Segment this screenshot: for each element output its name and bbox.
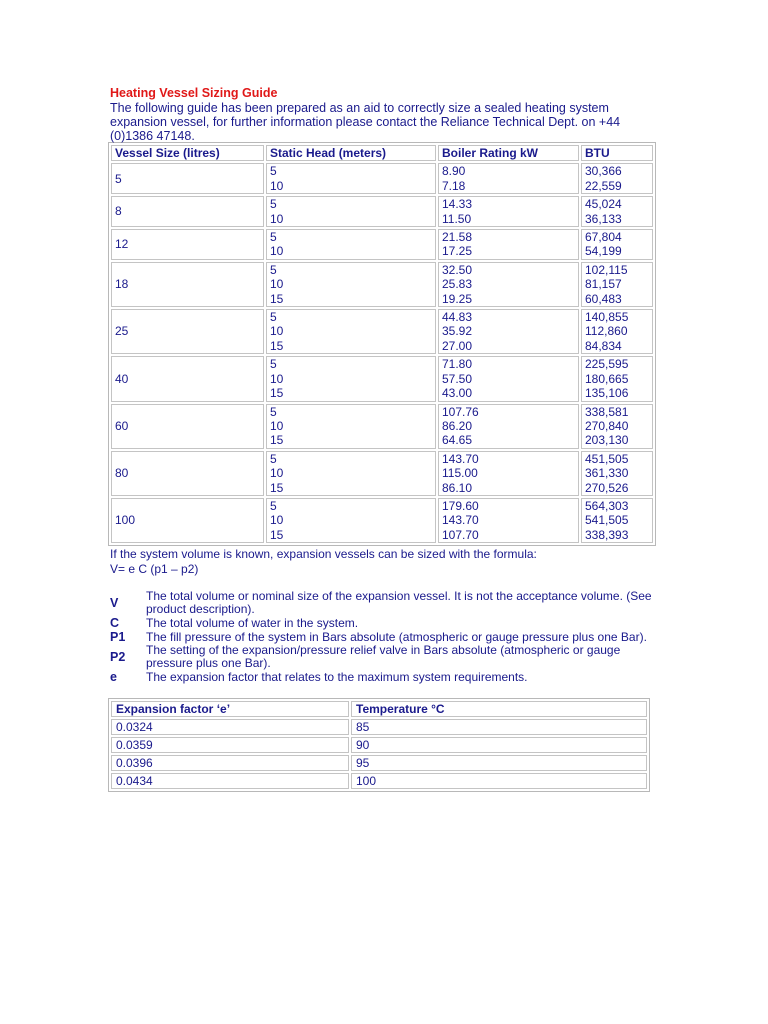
btu-value: 338,393 <box>585 527 629 542</box>
btu-value: 102,115 <box>585 262 628 277</box>
static-head-value: 10 <box>270 324 284 339</box>
boiler-rating-cell <box>438 229 579 260</box>
table-row <box>111 755 647 771</box>
boiler-rating-value: 11.50 <box>442 211 472 226</box>
vessel-size-cell <box>111 309 264 354</box>
btu-value: 180,665 <box>585 371 629 386</box>
boiler-rating-value: 32.50 <box>442 262 473 277</box>
btu-cell <box>581 498 653 543</box>
btu-value: 112,860 <box>585 324 628 339</box>
vessel-size-cell <box>111 451 264 496</box>
vessel-size-value: 40 <box>115 371 129 386</box>
btu-value: 135,106 <box>585 386 629 401</box>
btu-cell <box>581 229 653 260</box>
boiler-rating-value: 86.20 <box>442 418 473 433</box>
btu-value: 270,840 <box>585 418 629 433</box>
boiler-rating-value: 25.83 <box>442 277 473 292</box>
boiler-rating-value: 17.25 <box>442 244 473 259</box>
vessel-size-cell <box>111 229 264 260</box>
vessel-size-value: 12 <box>115 237 129 252</box>
boiler-rating-cell <box>438 498 579 543</box>
static-head-value: 10 <box>270 418 284 433</box>
table-row <box>111 773 647 789</box>
btu-cell <box>581 451 653 496</box>
definition-text: The fill pressure of the system in Bars absolute (atmospheric or gauge pressure plus one Bar). <box>146 629 647 644</box>
static-head-value: 5 <box>270 164 277 179</box>
definition-symbol: e <box>110 670 117 685</box>
definition-item <box>110 590 658 616</box>
table-row <box>111 451 653 496</box>
btu-value: 36,133 <box>585 211 622 226</box>
btu-value: 84,834 <box>585 338 622 353</box>
boiler-rating-value: 115.00 <box>442 466 478 481</box>
static-head-cell <box>266 196 436 227</box>
static-head-value: 5 <box>270 357 277 372</box>
table-row <box>111 404 653 449</box>
vessel-size-cell <box>111 196 264 227</box>
boiler-rating-value: 143.70 <box>442 451 479 466</box>
definition-symbol: V <box>110 596 119 611</box>
btu-cell <box>581 196 653 227</box>
btu-value: 54,199 <box>585 244 622 259</box>
btu-cell <box>581 262 653 307</box>
column-header: Static Head (meters) <box>266 145 436 161</box>
document-page <box>110 86 658 792</box>
definition-item <box>110 630 658 644</box>
boiler-rating-value: 19.25 <box>442 291 473 306</box>
boiler-rating-value: 21.58 <box>442 230 473 245</box>
table-row <box>111 719 647 735</box>
btu-value: 361,330 <box>585 466 629 481</box>
static-head-value: 5 <box>270 498 277 513</box>
expansion-factor-cell: 0.0324 <box>111 719 349 735</box>
btu-value: 30,366 <box>585 164 622 179</box>
vessel-size-value: 100 <box>115 513 136 528</box>
static-head-cell <box>266 262 436 307</box>
btu-value: 67,804 <box>585 230 622 245</box>
static-head-value: 15 <box>270 386 284 401</box>
column-header: Expansion factor ‘e’ <box>111 701 349 717</box>
boiler-rating-cell <box>438 451 579 496</box>
boiler-rating-value: 7.18 <box>442 178 466 193</box>
boiler-rating-cell <box>438 356 579 401</box>
static-head-value: 15 <box>270 527 284 542</box>
boiler-rating-cell <box>438 309 579 354</box>
btu-value: 338,581 <box>585 404 629 419</box>
btu-cell <box>581 309 653 354</box>
btu-value: 541,505 <box>585 513 629 528</box>
static-head-value: 5 <box>270 404 277 419</box>
boiler-rating-value: 14.33 <box>442 197 473 212</box>
boiler-rating-value: 44.83 <box>442 310 473 325</box>
btu-value: 45,024 <box>585 197 622 212</box>
definition-item <box>110 616 658 630</box>
table-header-row <box>111 701 647 717</box>
vessel-size-value: 25 <box>115 324 129 339</box>
definition-item <box>110 670 658 684</box>
static-head-cell <box>266 163 436 194</box>
table-header-row <box>111 145 653 161</box>
definition-item <box>110 644 658 670</box>
definition-text: The total volume of water in the system. <box>146 615 359 630</box>
boiler-rating-value: 64.65 <box>442 433 473 448</box>
static-head-value: 10 <box>270 178 284 193</box>
temperature-cell: 90 <box>351 737 647 753</box>
static-head-value: 15 <box>270 291 284 306</box>
boiler-rating-value: 107.76 <box>442 404 479 419</box>
table-row <box>111 356 653 401</box>
definition-text: The expansion factor that relates to the maximum system requirements. <box>146 669 528 684</box>
static-head-cell <box>266 451 436 496</box>
temperature-cell: 85 <box>351 719 647 735</box>
expansion-factor-cell: 0.0359 <box>111 737 349 753</box>
btu-cell <box>581 356 653 401</box>
vessel-size-value: 8 <box>115 204 122 219</box>
btu-value: 203,130 <box>585 433 629 448</box>
static-head-cell <box>266 498 436 543</box>
temperature-cell: 95 <box>351 755 647 771</box>
column-header: Vessel Size (litres) <box>111 145 264 161</box>
boiler-rating-value: 71.80 <box>442 357 473 372</box>
vessel-sizing-table <box>108 142 656 546</box>
btu-value: 451,505 <box>585 451 629 466</box>
boiler-rating-value: 107.70 <box>442 527 479 542</box>
static-head-value: 5 <box>270 197 277 212</box>
definition-text: The total volume or nominal size of the expansion vessel. It is not the acceptance volume. (See product description). <box>146 589 652 617</box>
table-row <box>111 262 653 307</box>
static-head-cell <box>266 404 436 449</box>
btu-value: 225,595 <box>585 357 629 372</box>
column-header: Boiler Rating kW <box>438 145 579 161</box>
vessel-size-value: 18 <box>115 277 129 292</box>
btu-value: 564,303 <box>585 498 629 513</box>
btu-cell <box>581 163 653 194</box>
formula-equation: V= e C (p1 – p2) <box>110 562 199 577</box>
boiler-rating-value: 86.10 <box>442 480 473 495</box>
btu-value: 60,483 <box>585 291 622 306</box>
definition-symbol: P1 <box>110 630 126 645</box>
table-row <box>111 498 653 543</box>
expansion-factor-table <box>108 698 650 792</box>
intro-paragraph: The following guide has been prepared as an aid to correctly size a sealed heating system expansion vessel, for further information please contact the Reliance Technical Dept. on +44 (0)1386 47148. <box>110 101 621 143</box>
definition-symbol: C <box>110 616 120 631</box>
static-head-value: 15 <box>270 433 284 448</box>
page-title: Heating Vessel Sizing Guide <box>110 86 278 100</box>
btu-cell <box>581 404 653 449</box>
table-row <box>111 196 653 227</box>
static-head-cell <box>266 356 436 401</box>
btu-value: 81,157 <box>585 277 622 292</box>
boiler-rating-value: 43.00 <box>442 386 473 401</box>
definitions-list <box>110 590 658 684</box>
definition-symbol: P2 <box>110 650 126 665</box>
vessel-size-value: 5 <box>115 171 122 186</box>
table-row <box>111 229 653 260</box>
boiler-rating-cell <box>438 163 579 194</box>
static-head-value: 5 <box>270 451 277 466</box>
boiler-rating-cell <box>438 404 579 449</box>
vessel-size-cell <box>111 163 264 194</box>
boiler-rating-value: 143.70 <box>442 513 479 528</box>
boiler-rating-value: 57.50 <box>442 371 473 386</box>
static-head-value: 15 <box>270 338 284 353</box>
column-header: BTU <box>581 145 653 161</box>
vessel-size-cell <box>111 356 264 401</box>
boiler-rating-value: 35.92 <box>442 324 473 339</box>
boiler-rating-cell <box>438 196 579 227</box>
table-row <box>111 737 647 753</box>
table-row <box>111 309 653 354</box>
boiler-rating-value: 27.00 <box>442 338 473 353</box>
vessel-size-cell <box>111 498 264 543</box>
column-header: Temperature °C <box>351 701 647 717</box>
definition-text: The setting of the expansion/pressure relief valve in Bars absolute (atmospheric or gauge pressure plus one Bar). <box>146 643 621 671</box>
table-row <box>111 163 653 194</box>
boiler-rating-value: 8.90 <box>442 164 466 179</box>
static-head-value: 10 <box>270 244 284 259</box>
btu-value: 140,855 <box>585 310 629 325</box>
static-head-value: 10 <box>270 466 284 481</box>
static-head-value: 10 <box>270 371 284 386</box>
vessel-size-cell <box>111 262 264 307</box>
temperature-cell: 100 <box>351 773 647 789</box>
expansion-factor-cell: 0.0396 <box>111 755 349 771</box>
static-head-value: 15 <box>270 480 284 495</box>
btu-value: 270,526 <box>585 480 629 495</box>
vessel-size-value: 80 <box>115 466 129 481</box>
vessel-size-cell <box>111 404 264 449</box>
static-head-cell <box>266 229 436 260</box>
static-head-value: 10 <box>270 211 284 226</box>
static-head-value: 5 <box>270 262 277 277</box>
static-head-cell <box>266 309 436 354</box>
static-head-value: 5 <box>270 310 277 325</box>
vessel-size-value: 60 <box>115 418 129 433</box>
boiler-rating-value: 179.60 <box>442 498 479 513</box>
static-head-value: 10 <box>270 277 284 292</box>
expansion-factor-cell: 0.0434 <box>111 773 349 789</box>
static-head-value: 5 <box>270 230 277 245</box>
boiler-rating-cell <box>438 262 579 307</box>
btu-value: 22,559 <box>585 178 622 193</box>
static-head-value: 10 <box>270 513 284 528</box>
formula-intro: If the system volume is known, expansion vessels can be sized with the formula: <box>110 547 537 562</box>
